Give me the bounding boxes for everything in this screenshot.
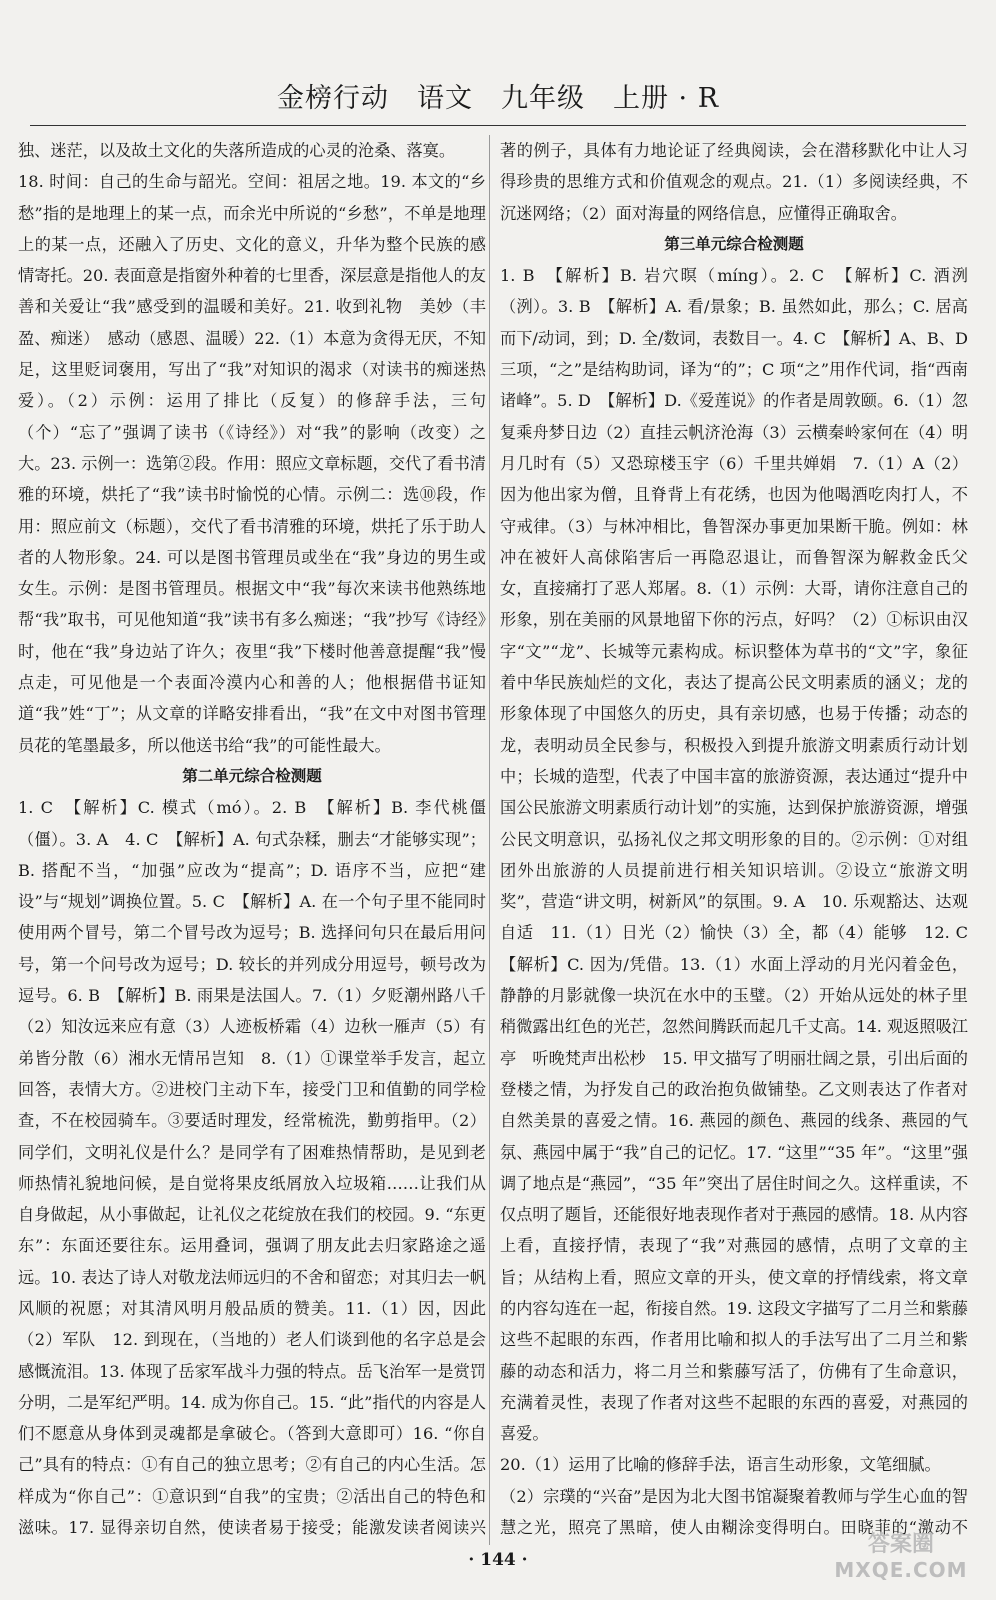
book-title: 金榜行动 语文 九年级 上册 · R (276, 83, 720, 114)
column-divider (489, 135, 490, 1545)
answer-paragraph: 独、迷茫，以及故土文化的失落所造成的心灵的沧桑、落寞。 (18, 141, 456, 160)
page-header (30, 30, 966, 130)
watermark-logo (826, 1532, 976, 1587)
answer-paragraph: 著的例子，具体有力地论证了经典阅读，会在潜移默化中让人习得珍贵的思维方式和价值观念的观点。21.（1）多阅读经典，不沉迷网络；（2）面对海量的网络信息，应懂得正确取舍。 (500, 141, 968, 223)
answer-paragraph: 18. 时间：自己的生命与韶光。空间：祖居之地。19. 本文的“乡愁”指的是地理上的某一点，而余光中所说的“乡愁”，不单是地理上的某一点，还融入了历史、文化的意义，升华为整个民族的感情寄托。20. 表面意是指窗外种着的七里香，深层意是指他人的友善和关爱让“我”感受到的温暖和美好。21. 收到礼物 美妙（丰盈、痴迷） 感动（感恩、温暖）22.（1）本意为贪得无厌，不知足，这里贬词褒用，写出了“我”对知识的渴求（对读书的痴迷热爱）。（2）示例：运用了排比（反复）的修辞手法，三句（个）“忘了”强调了读书（《诗经》）对“我”的影响（改变）之大。23. 示例一：选第②段。作用：照应文章标题，交代了看书清雅的环境，烘托了“我”读书时愉悦的心情。示例二：选⑩段，作用：照应前文（标题），交代了看书清雅的环境，烘托了乐于助人者的人物形象。24. 可以是图书管理员或坐在“我”身边的男生或女生。示例：是图书管理员。根据文中“我”每次来读书他熟练地帮“我”取书，可见他知道“我”读书有多么痴迷；“我”抄写《诗经》时，他在“我”身边站了许久；夜里“我”下楼时他善意提醒“我”慢点走，可见他是一个表面冷漠内心和善的人；他根据借书证知道“我”姓“丁”；从文章的详略安排看出，“我”在文中对图书管理员花的笔墨最多，所以他送书给“我”的可能性最大。 (18, 172, 486, 755)
section-heading: 第三单元综合检测题 (664, 234, 804, 253)
answer-paragraph: 1. B 【解析】B. 岩穴暝（míng）。2. C 【解析】C. 酒洌（洌）。3. B 【解析】A. 看/景象；B. 虽然如此，那么；C. 居高而下/动词，到；D. 全/数词，表数目一。4. C 【解析】A、B、D 三项，“之”是结构助词，译为“的”；C 项“之”用作代词，指“西南诸峰”。5. D 【解析】D.《爱莲说》的作者是周敦颐。6.（1）忽复乘舟梦日边（2）直挂云帆济沧海（3）云横秦岭家何在（4）明月几时有（5）又恐琼楼玉宇（6）千里共婵娟 7.（1）A（2）因为他出家为僧，且脊背上有花绣，也因为他喝酒吃肉打人，不守戒律。（3）与林冲相比，鲁智深办事更加果断干脆。例如：林冲在被奸人高俅陷害后一再隐忍退让，而鲁智深为解救金氏父女，直接痛打了恶人郑屠。8.（1）示例：大哥，请你注意自己的形象，别在美丽的风景地留下你的污点，好吗？（2）①标识由汉字“文”“龙”、长城等元素构成。标识整体为草书的“文”字，象征着中华民族灿烂的文化，表达了提高公民文明素质的涵义；龙的形象体现了中国悠久的历史，具有亲切感，也易于传播；动态的龙，表明动员全民参与，积极投入到提升旅游文明素质行动计划中；长城的造型，代表了中国丰富的旅游资源，表达通过“提升中国公民旅游文明素质行动计划”的实施，达到保护旅游资源，增强公民文明意识，弘扬礼仪之邦文明形象的目的。②示例：①对组团外出旅游的人员提前进行相关知识培训。②设立“旅游文明奖”，营造“讲文明，树新风”的氛围。9. A 10. 乐观豁达、达观自适 11.（1）日光（2）愉快（3）全，都（4）能够 12. C 【解析】C. 因为/凭借。13.（1）水面上浮动的月光闪着金色，静静的月影就像一块沉在水中的玉璧。（2）开始从远处的林子里稍微露出红色的光芒，忽然间腾跃而起几千丈高。14. 观返照吸江亭 听晚梵声出松杪 15. 甲文描写了明丽壮阔之景，引出后面的登楼之情，为抒发自己的政治抱负做铺垫。乙文则表达了作者对自然美景的喜爱之情。16. 燕园的颜色、燕园的线条、燕园的气氛、燕园中属于“我”自己的记忆。17. “这里”“35 年”。“这里”强调了地点是“燕园”，“35 年”突出了居住时间之久。这样重读，不仅点明了题旨，还能很好地表现作者对于燕园的感情。18. 从内容上看，直接抒情，表现了“我”对燕园的感情，点明了文章的主旨；从结构上看，照应文章的开头，使文章的抒情线索，将文章的内容勾连在一起，衔接自然。19. 这段文字描写了二月兰和紫藤这些不起眼的东西，作者用比喻和拟人的手法写出了二月兰和紫藤的动态和活力，将二月兰和紫藤写活了，仿佛有了生命意识，充满着灵性，表现了作者对这些不起眼的东西的喜爱，对燕园的喜爱。 (500, 266, 968, 1444)
watermark-text-bottom: MXQE.COM (834, 1558, 968, 1582)
right-column (500, 135, 968, 1545)
watermark-text-top: 答案圈 (867, 1532, 934, 1557)
left-column (18, 135, 486, 1545)
answer-paragraph: 20.（1）运用了比喻的修辞手法，语言生动形象，文笔细腻。 (500, 1455, 941, 1475)
header-rule (30, 125, 966, 126)
answer-paragraph: （2）宗璞的“兴奋”是因为北大图书馆凝聚着教师与学生心血的智慧之光，照亮了黑暗，使人由糊涂变得明白。田晓菲的“激动不 (500, 1486, 968, 1538)
section-heading: 第二单元综合检测题 (182, 766, 322, 785)
answer-paragraph: 1. C 【解析】C. 模式（mó）。2. B 【解析】B. 李代桃僵（僵）。3. A 4. C 【解析】A. 句式杂糅，删去“才能够实现”；B. 搭配不当，“加强”应改为“提高”；D. 语序不当，应把“建设”与“规划”调换位置。5. C 【解析】A. 在一个句子里不能同时使用两个冒号，第二个冒号改为逗号；B. 选择问句只在最后用问号，第一个问号改为逗号；D. 较长的并列成分用逗号，顿号改为逗号。6. B 【解析】B. 雨果是法国人。7.（1）夕贬潮州路八千（2）知汝远来应有意（3）人迹板桥霜（4）边秋一雁声（5）有弟皆分散（6）湘水无情吊岂知 8.（1）①课堂举手发言，起立回答，表情大方。②进校门主动下车，接受门卫和值勤的同学检查，不在校园骑车。③要适时理发，经常梳洗，勤剪指甲。（2）同学们，文明礼仪是什么？是同学有了困难热情帮助，是见到老师热情礼貌地问候，是自觉将果皮纸屑放入垃圾箱……让我们从自身做起，从小事做起，让礼仪之花绽放在我们的校园。9. “东更东”：东面还要往东。运用叠词，强调了朋友此去归家路途之遥远。10. 表达了诗人对敬龙法师远归的不舍和留恋；对其归去一帆风顺的祝愿；对其清风明月般品质的赞美。11.（1）因，因此（2）军队 12. 到现在，（当地的）老人们谈到他的名字总是会感慨流泪。13. 体现了岳家军战斗力强的特点。岳飞治军一是赏罚分明，二是军纪严明。14. 成为你自己。15. “此”指代的内容是人们不愿意从身体到灵魂都是拿破仑。（答到大意即可）16. “你自己”具有的特点：①有自己的独立思考；②有自己的内心生活。怎样成为“你自己”：①意识到“自我”的宝贵；②活出自己的特色和滋味。17. 显得亲切自然，使读者易于接受；能激发读者阅读兴 (18, 798, 486, 1538)
page-number: · 144 · (468, 1550, 528, 1570)
